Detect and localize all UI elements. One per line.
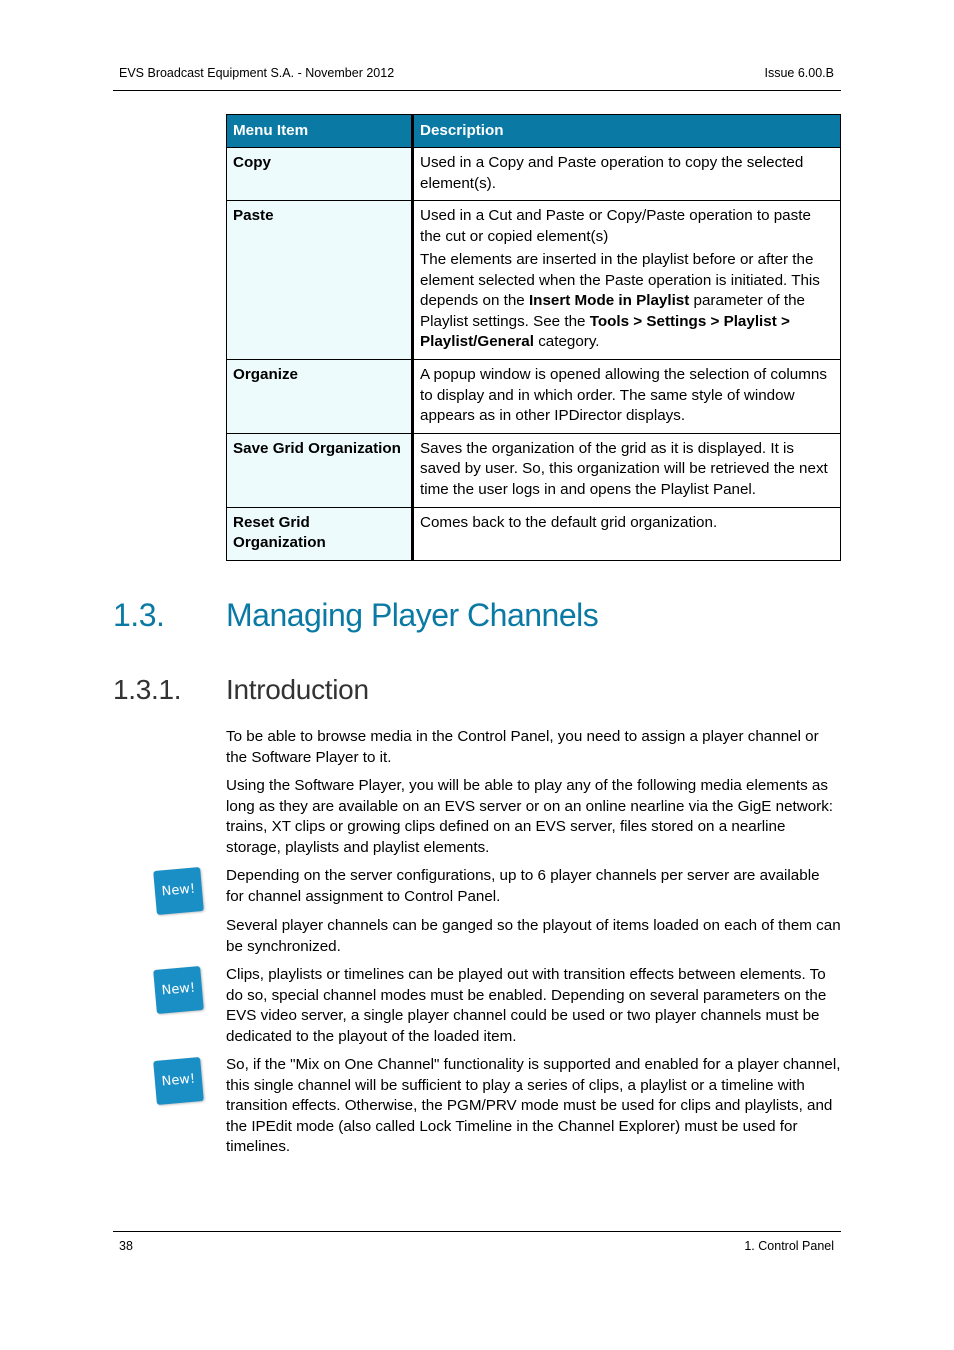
description-text: A popup window is opened allowing the selection of columns to display and in which order. The same style of window appears as in other IPDirector displays. (420, 366, 827, 424)
table-row (227, 148, 841, 201)
table-row (227, 360, 841, 434)
description-text: Comes back to the default grid organization. (420, 513, 718, 531)
menu-item-description (413, 433, 841, 507)
paragraph: Several player channels can be ganged so the playout of items loaded on each of them can be synchronized. (226, 917, 841, 955)
ui-term: Tools > Settings > Playlist > Playlist/General (420, 312, 790, 350)
table-row (227, 201, 841, 360)
subsection-heading (113, 674, 369, 706)
paragraph: Using the Software Player, you will be able to play any of the following media elements as long as they are available on an EVS server or on an online nearline via the GigE network: trains, XT clips or growing clips defined on an EVS server, files stored on a nearline storage, playlists and playlist elements. (226, 777, 834, 856)
page-header (113, 66, 841, 91)
table-row (227, 433, 841, 507)
paragraph: So, if the "Mix on One Channel" functionality is supported and enabled for a player channel, this single channel will be sufficient to play a series of clips, a playlist or a timeline with transition effects. Otherwise, the PGM/PRV mode must be used for clips and playlists, and the IPEdit mode (also called Lock Timeline in the Channel Explorer) must be used for timelines. (226, 1056, 841, 1155)
menu-item-name: Paste (227, 201, 413, 360)
subsection-number: 1.3.1. (113, 674, 182, 705)
menu-item-description (413, 507, 841, 560)
paragraph: Clips, playlists or timelines can be played out with transition effects between elements. To do so, special channel modes must be enabled. Depending on several parameters on the EVS video server, a single player channel could be used or two player channels must be dedicated to the playout of the loaded item. (226, 966, 827, 1045)
menu-items-table (226, 114, 841, 561)
page-number: 38 (119, 1239, 133, 1253)
new-badge-icon: New! (153, 867, 204, 915)
column-header-menu-item: Menu Item (227, 115, 413, 148)
section-title: Managing Player Channels (226, 597, 599, 633)
paragraph: Depending on the server configurations, up to 6 player channels per server are available for channel assignment to Control Panel. (226, 867, 820, 905)
menu-item-description (413, 148, 841, 201)
description-text: Saves the organization of the grid as it is displayed. It is saved by user. So, this organization will be retrieved the next time the user logs in and opens the Playlist Panel. (420, 439, 828, 498)
description-text: Used in a Copy and Paste operation to copy the selected element(s). (420, 154, 804, 192)
paragraph: To be able to browse media in the Control Panel, you need to assign a player channel or the Software Player to it. (226, 728, 819, 766)
footer-chapter: 1. Control Panel (744, 1239, 834, 1253)
new-badge-icon: New! (153, 1057, 204, 1105)
table-header-row (227, 115, 841, 148)
description-text-rich: The elements are inserted in the playlist before or after the element selected when the Paste operation is initiated. This depends on the Insert Mode in Playlist parameter of the Playlist settings. See the Tools > Settings > Playlist > Playlist/General category. (420, 251, 820, 350)
menu-item-name: Save Grid Organization (227, 433, 413, 507)
description-text: Used in a Cut and Paste or Copy/Paste operation to paste the cut or copied element(s) (420, 207, 811, 245)
section-heading (113, 597, 598, 634)
menu-item-name: Organize (227, 360, 413, 434)
menu-item-description (413, 201, 841, 360)
table-row (227, 507, 841, 560)
page-footer (113, 1231, 841, 1253)
section-number: 1.3. (113, 597, 165, 633)
menu-item-name: Copy (227, 148, 413, 201)
column-header-description: Description (413, 115, 841, 148)
menu-item-name: Reset Grid Organization (227, 507, 413, 560)
new-badge-icon: New! (153, 966, 204, 1014)
ui-term: Insert Mode in Playlist (528, 292, 690, 309)
subsection-title: Introduction (226, 674, 369, 705)
header-right: Issue 6.00.B (764, 66, 834, 80)
menu-item-description (413, 360, 841, 434)
header-left: EVS Broadcast Equipment S.A. - November 2012 (119, 66, 395, 80)
